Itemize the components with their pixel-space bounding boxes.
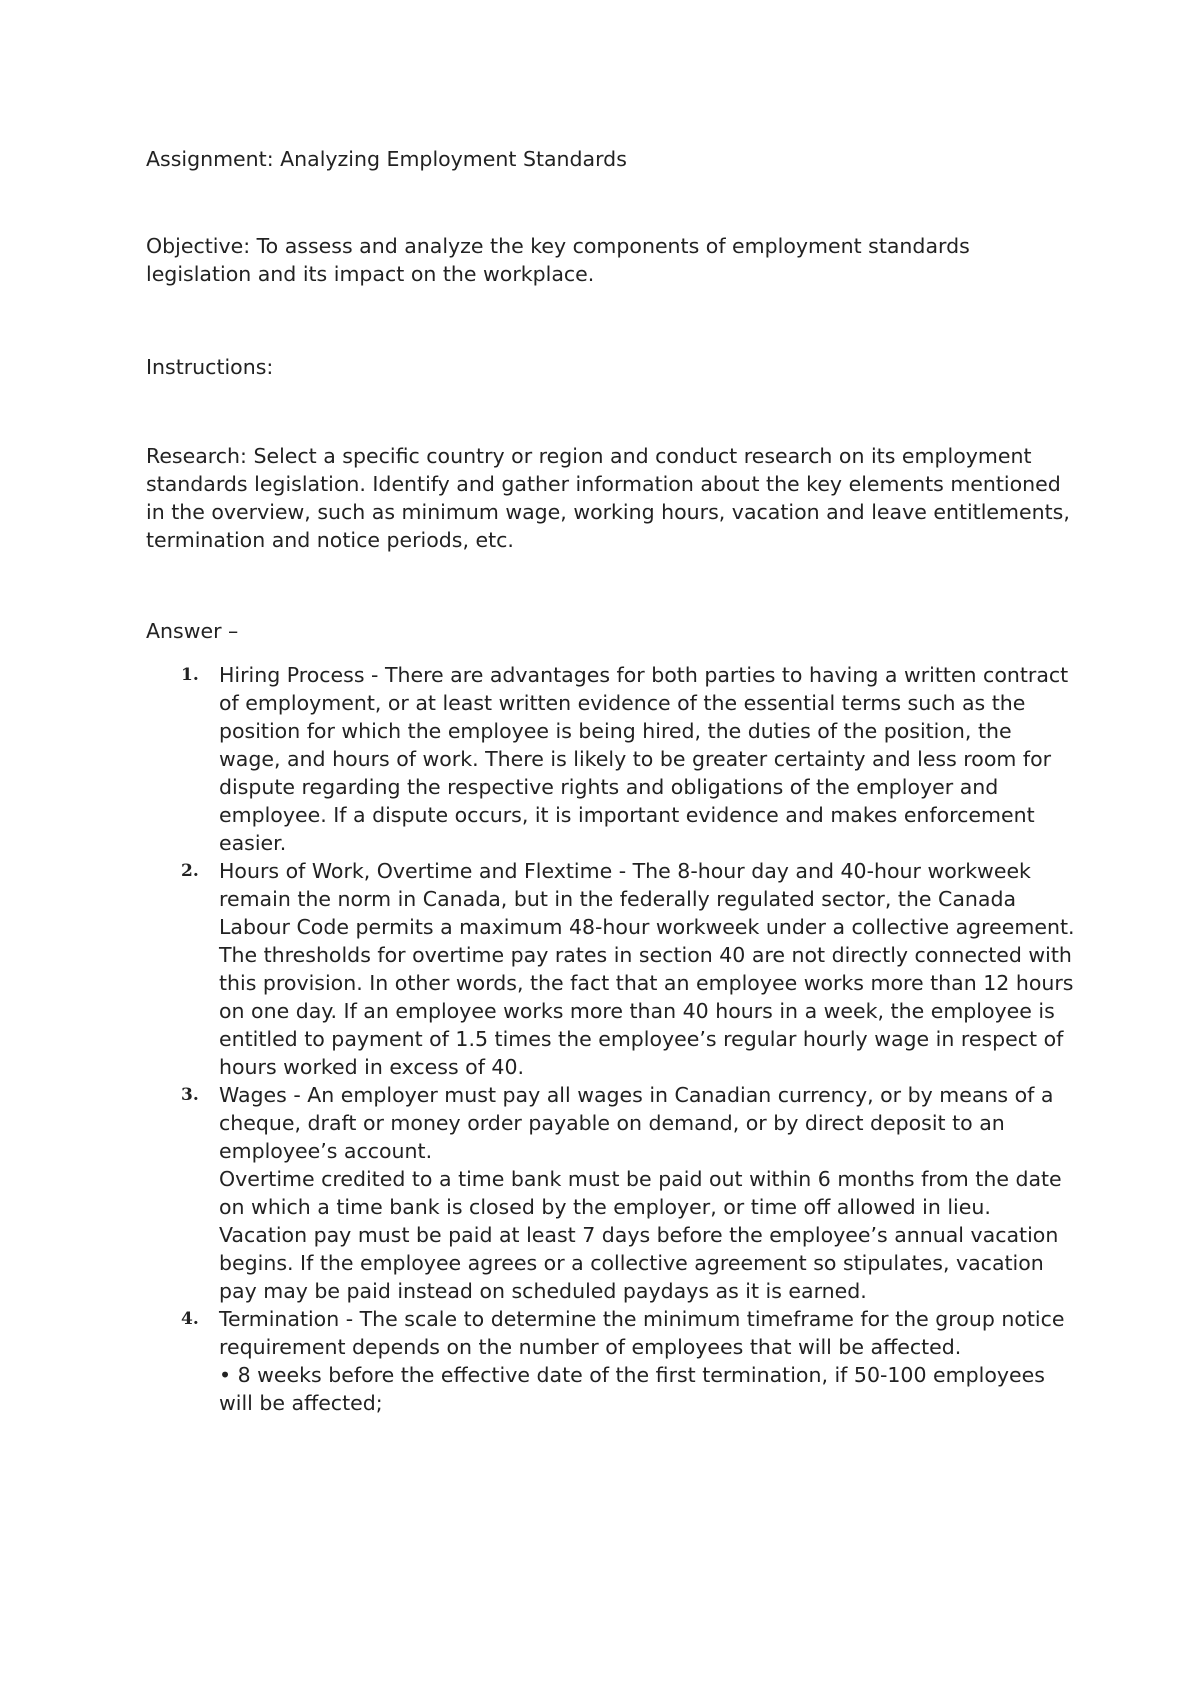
- list-item-number: 2.: [181, 861, 199, 881]
- objective-paragraph: Objective: To assess and analyze the key components of employment standards legislation and its impact on the workplace.: [146, 234, 970, 286]
- instructions-label: Instructions:: [146, 355, 274, 379]
- answer-list: [146, 661, 1076, 1417]
- list-item: [146, 1081, 1076, 1305]
- list-item-text: Termination - The scale to determine the minimum timeframe for the group notice requirement depends on the number of employees that will be affected.: [219, 1307, 1065, 1359]
- list-item-text: Wages - An employer must pay all wages in Canadian currency, or by means of a cheque, draft or money order payable on demand, or by direct deposit to an employee’s account.: [219, 1083, 1054, 1163]
- list-item: [146, 857, 1076, 1081]
- bullet-line: • 8 weeks before the effective date of the first termination, if 50-100 employees: [219, 1363, 1045, 1387]
- list-item-text: Hiring Process - There are advantages for both parties to having a written contract of employment, or at least written evidence of the essential terms such as the position for which the employee is being hired, the duties of the position, the wage, and hours of work. There is likely to be greater certainty and less room for dispute regarding the respective rights and obligations of the employer and employee. If a dispute occurs, it is important evidence and makes enforcement easier.: [219, 663, 1069, 855]
- document-title: Assignment: Analyzing Employment Standards: [146, 147, 627, 171]
- answer-label: Answer –: [146, 619, 239, 643]
- list-item-number: 3.: [181, 1085, 199, 1105]
- list-item-continuation: Overtime credited to a time bank must be paid out within 6 months from the date on which a time bank is closed by the employer, or time off allowed in lieu. Vacation pay must be paid at least 7 days before the employee’s annual vacation begins. If the employee agrees or a collective agreement so stipulates, vacation pay may be paid instead on scheduled paydays as it is earned.: [219, 1167, 1062, 1303]
- research-paragraph: Research: Select a specific country or region and conduct research on its employment standards legislation. Identify and gather information about the key elements mentioned in the overview, such as minimum wage, working hours, vacation and leave entitlements, termination and notice periods, etc.: [146, 444, 1070, 552]
- bullet-continuation: will be affected;: [219, 1391, 383, 1415]
- list-item-text: Hours of Work, Overtime and Flextime - The 8-hour day and 40-hour workweek remain the norm in Canada, but in the federally regulated sector, the Canada Labour Code permits a maximum 48-hour workweek under a collective agreement. The thresholds for overtime pay rates in section 40 are not directly connected with this provision. In other words, the fact that an employee works more than 12 hours on one day. If an employee works more than 40 hours in a week, the employee is entitled to payment of 1.5 times the employee’s regular hourly wage in respect of hours worked in excess of 40.: [219, 859, 1075, 1079]
- list-item: [146, 661, 1076, 857]
- list-item-number: 4.: [181, 1309, 199, 1329]
- list-item-number: 1.: [181, 665, 199, 685]
- list-item: [146, 1305, 1076, 1417]
